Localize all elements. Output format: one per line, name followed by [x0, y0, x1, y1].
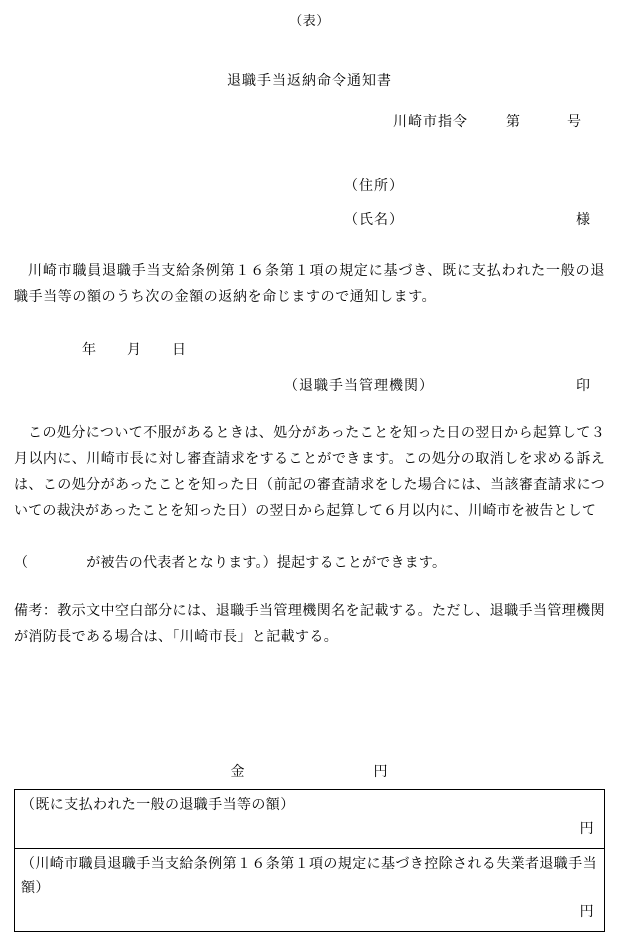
- amount-row-paid: [15, 790, 605, 849]
- recipient-address-label: （住所）: [344, 179, 404, 194]
- amount-unit-label: 円: [373, 765, 389, 780]
- amount-table: [14, 789, 605, 932]
- reference-line: [14, 111, 605, 131]
- amount-row-paid-label: （既に支払われた一般の退職手当等の額）: [21, 798, 295, 813]
- reference-suffix-label: 号: [567, 115, 582, 130]
- amount-header-row: [14, 761, 605, 781]
- page-title: 退職手当返納命令通知書: [227, 74, 392, 89]
- authority-line: [14, 375, 605, 395]
- appeal-notice-paragraph-continued: [14, 551, 605, 577]
- amount-row-deduction-label: （川崎市職員退職手当支給条例第１６条第１項の規定に基づき控除される失業者退職手当額）: [21, 857, 597, 896]
- date-month-label: 月: [127, 343, 142, 358]
- appeal-notice-text-part3: が被告の代表者となります。）提起することができます。: [86, 556, 447, 571]
- appeal-notice-paragraph: [14, 421, 605, 525]
- recipient-name-label: （氏名）: [344, 213, 404, 228]
- amount-row-deduction-unit: 円: [579, 905, 594, 920]
- reference-issuer: 川崎市指令: [393, 115, 468, 130]
- date-day-label: 日: [172, 343, 187, 358]
- reference-number-label: 第: [506, 115, 521, 130]
- authority-label: （退職手当管理機関）: [284, 379, 434, 394]
- body-paragraph: 川崎市職員退職手当支給条例第１６条第１項の規定に基づき、既に支払われた一般の退職手当等の額のうち次の金額の返納を命じますので通知します。: [14, 264, 605, 305]
- recipient-honorific: 様: [576, 213, 591, 228]
- recipient-name-row: [14, 209, 605, 229]
- amount-currency-label: 金: [230, 765, 246, 780]
- appeal-notice-text-part1: この処分について不服があるときは、処分があったことを知った日の翌日から起算して３月以内に、川崎市長に対し審査請求をすることができます。この処分の取消しを求める訴えは、この処分があったことを知った日（前記の審査請求をした場合には、当該審査請求についての裁決があったことを知った日）の翌日から起算して６月以内に、川崎市を被告として: [14, 426, 605, 519]
- date-line: [14, 339, 605, 359]
- table-row: [15, 849, 605, 932]
- document-page: [0, 10, 619, 929]
- seal-mark: 印: [576, 379, 591, 394]
- amount-row-paid-unit: 円: [579, 822, 594, 837]
- date-year-label: 年: [82, 343, 97, 358]
- form-head-label: （表）: [289, 13, 330, 28]
- table-row: [15, 790, 605, 849]
- remark-paragraph: 備考：教示文中空白部分には、退職手当管理機関名を記載する。ただし、退職手当管理機関が消防長である場合は、「川崎市長」と記載する。: [14, 604, 605, 645]
- amount-row-deduction: [15, 849, 605, 932]
- appeal-notice-open-paren: （: [14, 556, 29, 571]
